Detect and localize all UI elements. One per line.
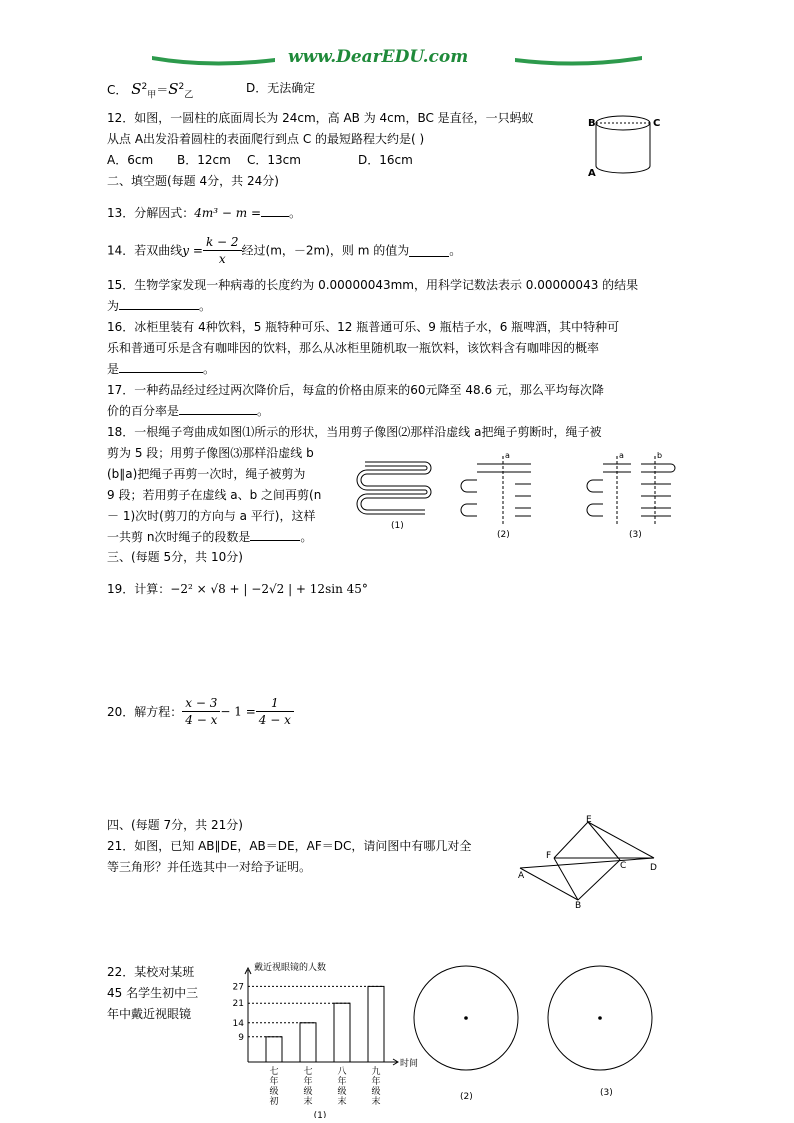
- chart-y-tick-label: 27: [232, 982, 244, 993]
- chart-x-tick-char: 九: [371, 1067, 381, 1077]
- chart-x-tick-char: 七: [269, 1067, 279, 1077]
- point-label-a: A: [518, 871, 525, 881]
- cylinder-figure: [586, 110, 666, 182]
- chart-x-tick-char: 级: [371, 1087, 381, 1097]
- section2-title: 二、填空题(每题 4分，共 24分): [107, 174, 279, 188]
- section3-title: 三、(每题 5分，共 10分): [107, 550, 243, 564]
- chart-x-tick-char: 年: [337, 1077, 347, 1087]
- header-banner: [150, 48, 644, 72]
- q22-line1: 22．某校对某班: [107, 965, 195, 979]
- rope-figure-1-caption: (1): [391, 521, 404, 531]
- q20-fraction-left: $\frac{x - 3}{4 - x}$: [182, 695, 220, 728]
- rope-figure-3: [587, 456, 675, 524]
- rope-figure-3-label-a: a: [619, 452, 624, 460]
- cylinder-label-a: A: [588, 168, 596, 179]
- q18-line4: 9 段；若用剪子在虚线 a、b 之间再剪(n: [107, 488, 322, 502]
- q21-geometry-figure: [512, 812, 668, 908]
- circle-3-caption: (3): [600, 1088, 613, 1098]
- chart-x-tick-char: 级: [303, 1087, 313, 1097]
- q20: 20．解方程： $\frac{x - 3}{4 - x}$ − 1 = $\frac{1}{4 - x}$: [107, 695, 294, 728]
- point-label-e: E: [586, 815, 592, 825]
- q13-answer-blank[interactable]: [261, 204, 289, 217]
- chart-bar: [334, 1003, 350, 1062]
- point-label-b: B: [575, 901, 582, 908]
- chart-x-tick-char: 年: [371, 1077, 381, 1087]
- rope-figure-2: [461, 456, 531, 524]
- chart-x-tick-char: 初: [269, 1097, 279, 1107]
- q16-line1: 16．冰柜里装有 4种饮料，5 瓶特种可乐、12 瓶普通可乐、9 瓶桔子水，6 瓶啤酒，其中特种可: [107, 320, 620, 334]
- q18-line5: － 1)次时(剪刀的方向与 a 平行)，这样: [107, 509, 316, 523]
- chart-x-tick-char: 末: [371, 1097, 381, 1107]
- rope-figure-1: [357, 462, 431, 514]
- chart-x-tick-char: 七: [303, 1067, 313, 1077]
- q16-line3: 是 。: [107, 362, 216, 376]
- chart-y-tick-label: 21: [232, 999, 244, 1010]
- header-site-name[interactable]: www.DearEDU.com: [288, 47, 469, 67]
- rope-figures: [355, 452, 695, 544]
- q14-fraction: $\frac{k - 2}{x}$: [203, 234, 242, 267]
- point-label-f: F: [546, 851, 552, 861]
- q12-option-b: B．12cm: [177, 153, 231, 167]
- cylinder-label-b: B: [588, 118, 596, 129]
- cylinder-label-c: C: [653, 118, 661, 129]
- q18-line1: 18．一根绳子弯曲成如图⑴所示的形状，当用剪子像图⑵那样沿虚线 a把绳子剪断时，绳子被: [107, 425, 602, 439]
- chart-caption: (1): [313, 1111, 327, 1118]
- rope-figure-2-label-a: a: [505, 452, 510, 460]
- rope-figure-2-caption: (2): [497, 530, 510, 540]
- q15-answer-blank[interactable]: [119, 297, 199, 310]
- q12-line1: 12．如图，一圆柱的底面周长为 24cm，高 AB 为 4cm，BC 是直径，一只蚂蚁: [107, 111, 534, 125]
- point-label-c: C: [620, 861, 627, 871]
- rope-figure-3-label-b: b: [657, 452, 663, 460]
- q15-line1: 15．生物学家发现一种病毒的长度约为 0.00000043mm，用科学记数法表示 0.00000043 的结果: [107, 278, 639, 292]
- q21-line1: 21．如图，已知 AB∥DE，AB＝DE，AF＝DC，请问图中有哪几对全: [107, 839, 472, 853]
- chart-y-tick-label: 14: [232, 1018, 244, 1029]
- q14: 14．若双曲线y = $\frac{k - 2}{x}$ 经过(m，－2m)，则 m 的值为 。: [107, 235, 462, 266]
- q18-line3: (b∥a)把绳子再剪一次时，绳子被剪为: [107, 467, 306, 481]
- rope-figure-3-caption: (3): [629, 530, 642, 540]
- q17-answer-blank[interactable]: [179, 402, 257, 415]
- q12-option-d: D．16cm: [358, 153, 413, 167]
- q11-option-c: C． $S^2_甲=S^2_乙$: [107, 80, 194, 101]
- chart-x-tick-char: 年: [269, 1077, 279, 1087]
- q12-line2: 从点 A出发沿着圆柱的表面爬行到点 C 的最短路程大约是( ): [107, 132, 425, 146]
- q14-answer-blank[interactable]: [409, 244, 449, 257]
- blank-pie-circle-3: [544, 965, 659, 1100]
- q17-line1: 17．一种药品经过经过两次降价后，每盒的价格由原来的60元降至 48.6 元，那么平均每次降: [107, 383, 604, 397]
- blank-pie-circle-2: [410, 965, 525, 1105]
- chart-x-label: 时间: [400, 1059, 419, 1069]
- q19: 19．计算：−2² × √8 + | −2√2 | + 12sin 45°: [107, 582, 368, 596]
- chart-bar: [300, 1023, 316, 1062]
- chart-bar: [368, 986, 384, 1062]
- q22-line2: 45 名学生初中三: [107, 986, 199, 1000]
- q18-line2: 剪为 5 段；用剪子像图⑶那样沿虚线 b: [107, 446, 314, 460]
- chart-x-tick-char: 级: [337, 1087, 347, 1097]
- circle-2-caption: (2): [460, 1092, 473, 1102]
- chart-x-tick-char: 末: [337, 1097, 347, 1107]
- chart-x-tick-char: 八: [337, 1067, 347, 1077]
- q11-option-d: D．无法确定: [246, 81, 316, 95]
- q16-answer-blank[interactable]: [119, 360, 203, 373]
- chart-x-tick-char: 年: [303, 1077, 313, 1087]
- q22-line3: 年中戴近视眼镜: [107, 1007, 192, 1021]
- q12-option-c: C．13cm: [247, 153, 301, 167]
- q21-line2: 等三角形？并任选其中一对给予证明。: [107, 860, 312, 874]
- q17-line2: 价的百分率是 。: [107, 404, 270, 418]
- q15-line2: 为 。: [107, 299, 212, 313]
- chart-title: 戴近视眼镜的人数: [254, 963, 327, 973]
- myopia-bar-chart: [222, 958, 422, 1118]
- q18-answer-blank[interactable]: [250, 528, 300, 541]
- q12-option-a: A．6cm: [107, 153, 154, 167]
- q13: 13．分解因式：4m³ − m = 。: [107, 206, 302, 220]
- q20-fraction-right: $\frac{1}{4 - x}$: [256, 695, 294, 728]
- q16-line2: 乐和普通可乐是含有咖啡因的饮料，那么从冰柜里随机取一瓶饮料，该饮料含有咖啡因的概率: [107, 341, 600, 355]
- point-label-d: D: [650, 863, 657, 873]
- section4-title: 四、(每题 7分，共 21分): [107, 818, 243, 832]
- chart-bar: [266, 1037, 282, 1062]
- chart-y-tick-label: 9: [238, 1032, 244, 1043]
- chart-x-tick-char: 末: [303, 1097, 313, 1107]
- chart-x-tick-char: 级: [269, 1087, 279, 1097]
- q18-line6: 一共剪 n次时绳子的段数是 。: [107, 530, 313, 544]
